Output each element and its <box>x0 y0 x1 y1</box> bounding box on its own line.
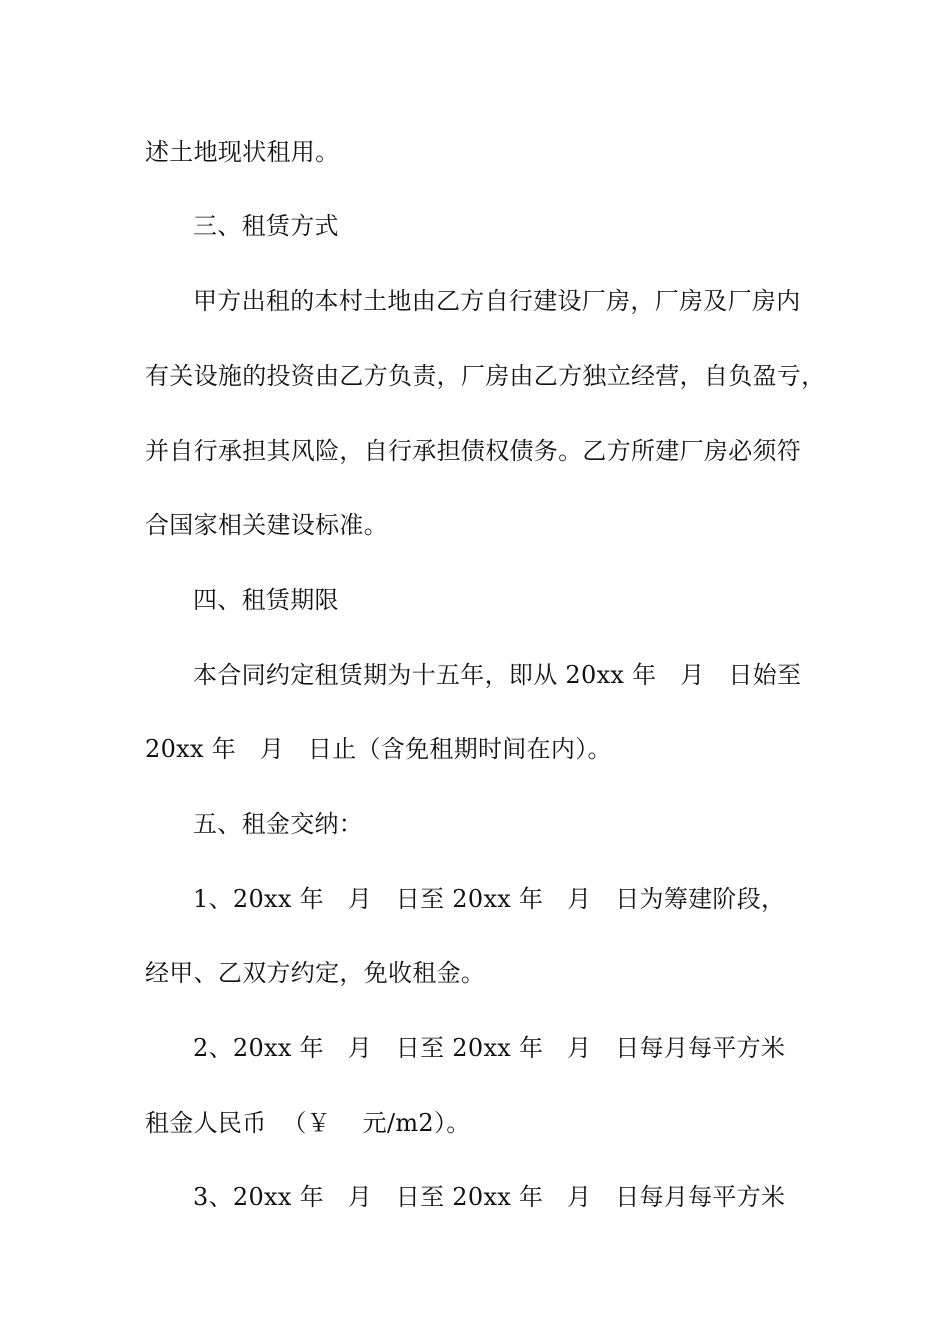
section-heading: 三、租赁方式 <box>193 212 339 240</box>
section-heading: 四、租赁期限 <box>193 586 339 614</box>
paragraph-line: 2、20xx 年 月 日至 20xx 年 月 日每月每平方米 <box>193 1034 786 1062</box>
paragraph-line: 甲方出租的本村土地由乙方自行建设厂房，厂房及厂房内 <box>193 287 801 315</box>
paragraph-line: 合国家相关建设标准。 <box>145 511 388 539</box>
paragraph-line: 租金人民币 （￥ 元/m2）。 <box>145 1109 471 1137</box>
paragraph-line: 本合同约定租赁期为十五年，即从 20xx 年 月 日始至 <box>193 661 802 689</box>
paragraph-line: 有关设施的投资由乙方负责，厂房由乙方独立经营，自负盈亏， <box>145 362 826 390</box>
section-heading: 五、租金交纳： <box>193 810 364 838</box>
paragraph-line: 3、20xx 年 月 日至 20xx 年 月 日每月每平方米 <box>193 1183 786 1211</box>
paragraph-line: 述土地现状租用。 <box>145 138 340 166</box>
paragraph-line: 20xx 年 月 日止（含免租期时间在内）。 <box>145 735 612 763</box>
paragraph-line: 并自行承担其风险，自行承担债权债务。乙方所建厂房必须符 <box>145 437 802 465</box>
paragraph-line: 经甲、乙双方约定，免收租金。 <box>145 959 486 987</box>
paragraph-line: 1、20xx 年 月 日至 20xx 年 月 日为筹建阶段， <box>193 885 786 913</box>
